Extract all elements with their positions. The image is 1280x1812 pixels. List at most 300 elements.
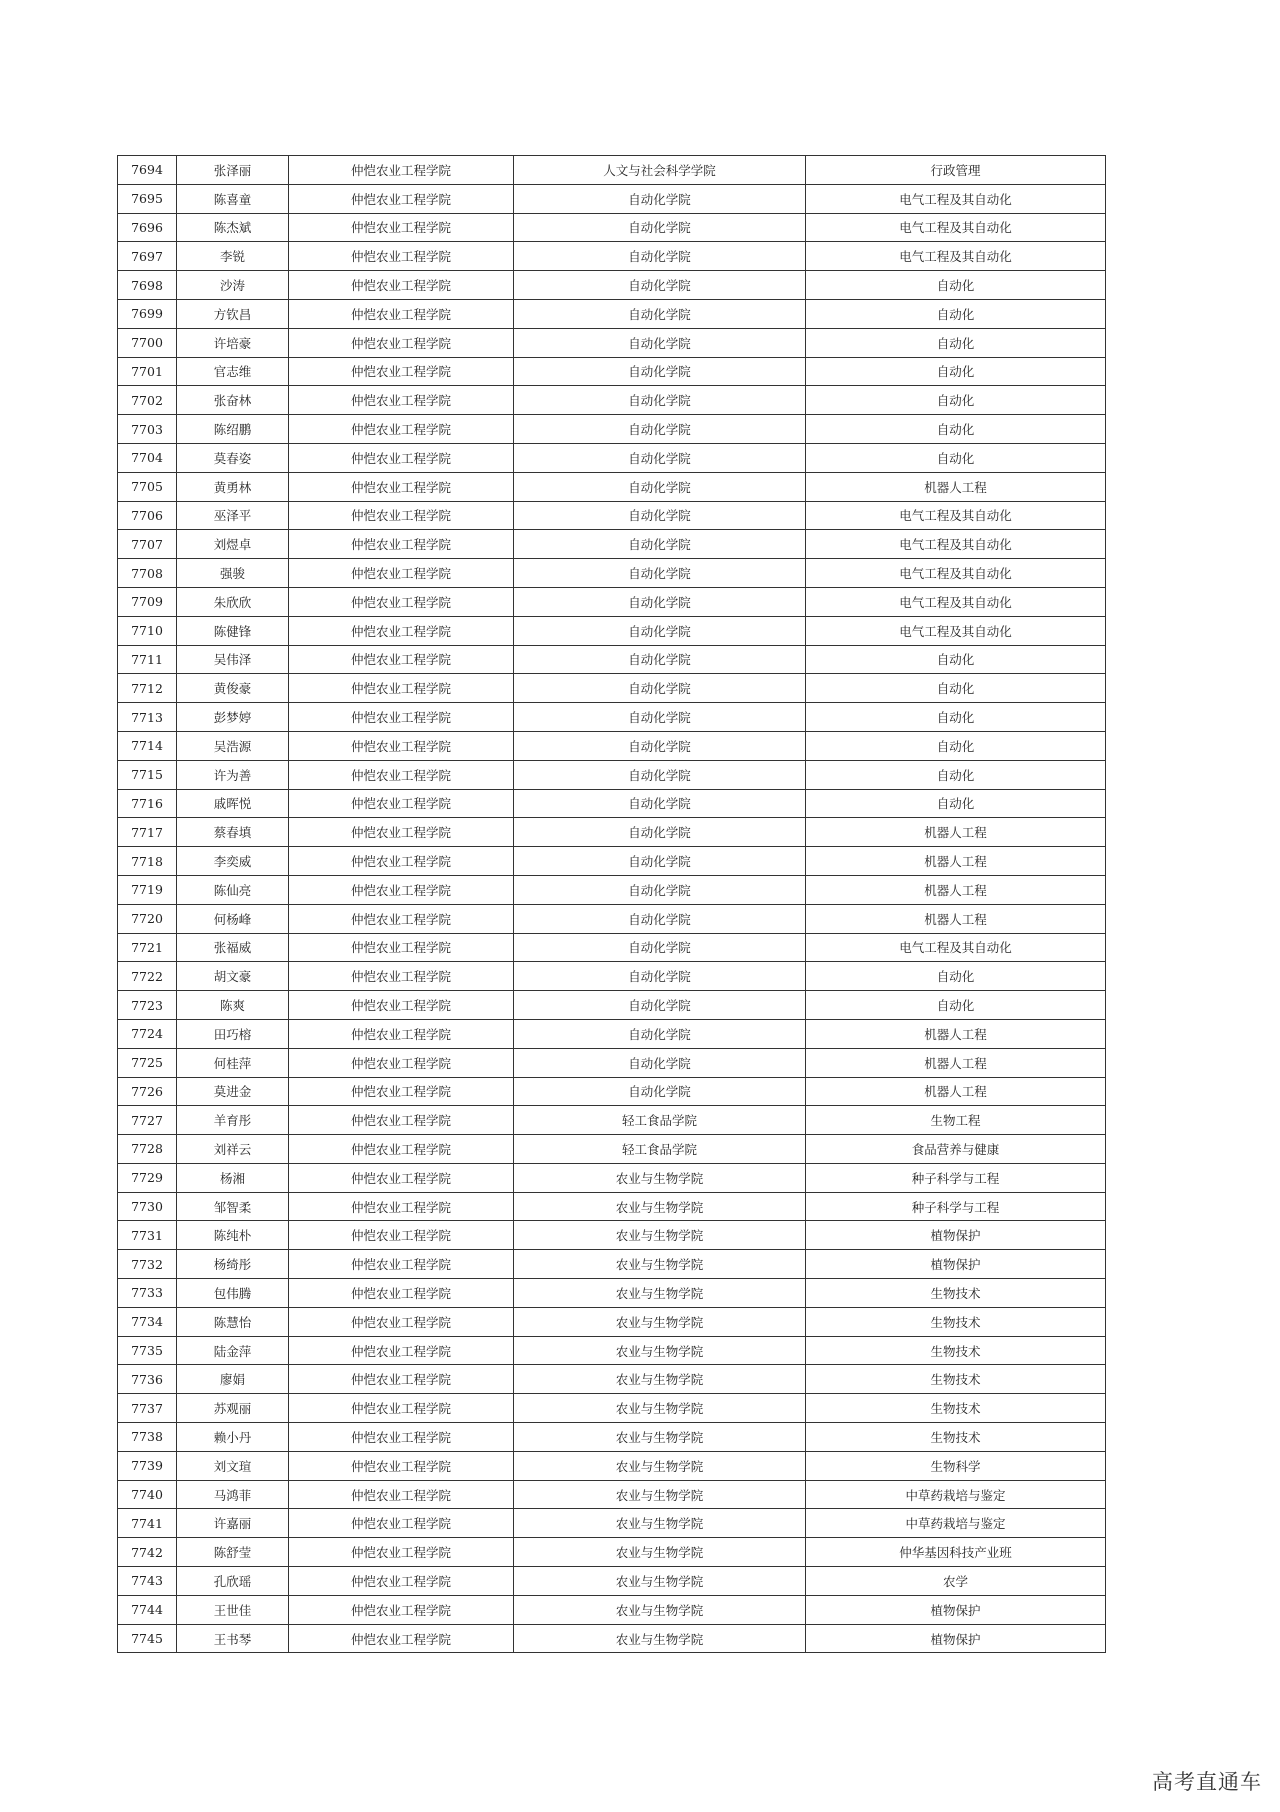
table-row: [118, 1423, 1106, 1452]
major-name-cell: 自动化: [806, 731, 1106, 760]
student-name-cell: 李锐: [177, 242, 289, 271]
row-number-cell: 7743: [118, 1567, 177, 1596]
school-name-cell: 仲恺农业工程学院: [289, 991, 514, 1020]
school-name-cell: 仲恺农业工程学院: [289, 1394, 514, 1423]
table-row: [118, 328, 1106, 357]
student-name-cell: 巫泽平: [177, 501, 289, 530]
row-number-cell: 7707: [118, 530, 177, 559]
table-row: [118, 1336, 1106, 1365]
college-name-cell: 自动化学院: [514, 991, 806, 1020]
school-name-cell: 仲恺农业工程学院: [289, 1192, 514, 1221]
row-number-cell: 7722: [118, 962, 177, 991]
row-number-cell: 7698: [118, 271, 177, 300]
row-number-cell: 7721: [118, 933, 177, 962]
table-row: [118, 1135, 1106, 1164]
college-name-cell: 自动化学院: [514, 299, 806, 328]
college-name-cell: 农业与生物学院: [514, 1538, 806, 1567]
college-name-cell: 自动化学院: [514, 415, 806, 444]
major-name-cell: 生物工程: [806, 1106, 1106, 1135]
school-name-cell: 仲恺农业工程学院: [289, 1624, 514, 1653]
school-name-cell: 仲恺农业工程学院: [289, 789, 514, 818]
student-name-cell: 苏观丽: [177, 1394, 289, 1423]
school-name-cell: 仲恺农业工程学院: [289, 587, 514, 616]
student-name-cell: 张奋林: [177, 386, 289, 415]
college-name-cell: 自动化学院: [514, 501, 806, 530]
student-name-cell: 李奕威: [177, 847, 289, 876]
table-row: [118, 299, 1106, 328]
student-name-cell: 戚晖悦: [177, 789, 289, 818]
college-name-cell: 自动化学院: [514, 357, 806, 386]
school-name-cell: 仲恺农业工程学院: [289, 1595, 514, 1624]
row-number-cell: 7705: [118, 472, 177, 501]
table-row: [118, 904, 1106, 933]
college-name-cell: 自动化学院: [514, 443, 806, 472]
major-name-cell: 电气工程及其自动化: [806, 213, 1106, 242]
row-number-cell: 7696: [118, 213, 177, 242]
college-name-cell: 轻工食品学院: [514, 1135, 806, 1164]
row-number-cell: 7733: [118, 1279, 177, 1308]
major-name-cell: 植物保护: [806, 1250, 1106, 1279]
college-name-cell: 自动化学院: [514, 875, 806, 904]
student-name-cell: 许嘉丽: [177, 1509, 289, 1538]
table-row: [118, 875, 1106, 904]
table-row: [118, 1538, 1106, 1567]
student-name-cell: 许培豪: [177, 328, 289, 357]
major-name-cell: 中草药栽培与鉴定: [806, 1509, 1106, 1538]
school-name-cell: 仲恺农业工程学院: [289, 530, 514, 559]
student-name-cell: 包伟腾: [177, 1279, 289, 1308]
row-number-cell: 7744: [118, 1595, 177, 1624]
college-name-cell: 自动化学院: [514, 962, 806, 991]
row-number-cell: 7699: [118, 299, 177, 328]
college-name-cell: 农业与生物学院: [514, 1423, 806, 1452]
table-row: [118, 1048, 1106, 1077]
row-number-cell: 7729: [118, 1163, 177, 1192]
major-name-cell: 生物技术: [806, 1336, 1106, 1365]
student-name-cell: 吴伟泽: [177, 645, 289, 674]
row-number-cell: 7742: [118, 1538, 177, 1567]
table-row: [118, 1250, 1106, 1279]
college-name-cell: 农业与生物学院: [514, 1394, 806, 1423]
major-name-cell: 自动化: [806, 645, 1106, 674]
college-name-cell: 自动化学院: [514, 760, 806, 789]
table-row: [118, 1279, 1106, 1308]
school-name-cell: 仲恺农业工程学院: [289, 1509, 514, 1538]
college-name-cell: 自动化学院: [514, 271, 806, 300]
school-name-cell: 仲恺农业工程学院: [289, 472, 514, 501]
school-name-cell: 仲恺农业工程学院: [289, 1019, 514, 1048]
table-row: [118, 1567, 1106, 1596]
student-name-cell: 羊育彤: [177, 1106, 289, 1135]
table-row: [118, 357, 1106, 386]
college-name-cell: 农业与生物学院: [514, 1365, 806, 1394]
college-name-cell: 自动化学院: [514, 559, 806, 588]
school-name-cell: 仲恺农业工程学院: [289, 1221, 514, 1250]
row-number-cell: 7714: [118, 731, 177, 760]
student-name-cell: 田巧榕: [177, 1019, 289, 1048]
watermark-text: 高考直通车: [1152, 1770, 1262, 1794]
student-name-cell: 莫春姿: [177, 443, 289, 472]
college-name-cell: 农业与生物学院: [514, 1221, 806, 1250]
table-row: [118, 386, 1106, 415]
major-name-cell: 自动化: [806, 386, 1106, 415]
major-name-cell: 植物保护: [806, 1624, 1106, 1653]
school-name-cell: 仲恺农业工程学院: [289, 1567, 514, 1596]
school-name-cell: 仲恺农业工程学院: [289, 616, 514, 645]
table-row: [118, 731, 1106, 760]
college-name-cell: 农业与生物学院: [514, 1480, 806, 1509]
student-name-cell: 蔡春填: [177, 818, 289, 847]
table-row: [118, 1221, 1106, 1250]
row-number-cell: 7730: [118, 1192, 177, 1221]
major-name-cell: 机器人工程: [806, 1019, 1106, 1048]
college-name-cell: 农业与生物学院: [514, 1279, 806, 1308]
student-name-cell: 张泽丽: [177, 156, 289, 185]
major-name-cell: 生物技术: [806, 1365, 1106, 1394]
row-number-cell: 7719: [118, 875, 177, 904]
student-name-cell: 陈慧怡: [177, 1307, 289, 1336]
college-name-cell: 农业与生物学院: [514, 1624, 806, 1653]
major-name-cell: 电气工程及其自动化: [806, 559, 1106, 588]
row-number-cell: 7740: [118, 1480, 177, 1509]
student-name-cell: 张福威: [177, 933, 289, 962]
row-number-cell: 7716: [118, 789, 177, 818]
major-name-cell: 机器人工程: [806, 875, 1106, 904]
major-name-cell: 农学: [806, 1567, 1106, 1596]
student-name-cell: 胡文豪: [177, 962, 289, 991]
school-name-cell: 仲恺农业工程学院: [289, 645, 514, 674]
student-name-cell: 王世佳: [177, 1595, 289, 1624]
row-number-cell: 7731: [118, 1221, 177, 1250]
row-number-cell: 7736: [118, 1365, 177, 1394]
table-row: [118, 501, 1106, 530]
major-name-cell: 电气工程及其自动化: [806, 587, 1106, 616]
student-name-cell: 陈仙亮: [177, 875, 289, 904]
student-name-cell: 刘文瑄: [177, 1451, 289, 1480]
row-number-cell: 7713: [118, 703, 177, 732]
major-name-cell: 机器人工程: [806, 472, 1106, 501]
student-name-cell: 刘祥云: [177, 1135, 289, 1164]
row-number-cell: 7739: [118, 1451, 177, 1480]
table-row: [118, 789, 1106, 818]
school-name-cell: 仲恺农业工程学院: [289, 703, 514, 732]
major-name-cell: 机器人工程: [806, 1048, 1106, 1077]
major-name-cell: 行政管理: [806, 156, 1106, 185]
student-name-cell: 杨湘: [177, 1163, 289, 1192]
student-name-cell: 何杨峰: [177, 904, 289, 933]
major-name-cell: 生物技术: [806, 1307, 1106, 1336]
student-name-cell: 廖娟: [177, 1365, 289, 1394]
row-number-cell: 7697: [118, 242, 177, 271]
row-number-cell: 7720: [118, 904, 177, 933]
table-row: [118, 1394, 1106, 1423]
college-name-cell: 自动化学院: [514, 184, 806, 213]
row-number-cell: 7711: [118, 645, 177, 674]
school-name-cell: 仲恺农业工程学院: [289, 242, 514, 271]
college-name-cell: 农业与生物学院: [514, 1336, 806, 1365]
student-name-cell: 陈舒莹: [177, 1538, 289, 1567]
major-name-cell: 自动化: [806, 674, 1106, 703]
school-name-cell: 仲恺农业工程学院: [289, 904, 514, 933]
student-name-cell: 彭梦婷: [177, 703, 289, 732]
major-name-cell: 电气工程及其自动化: [806, 501, 1106, 530]
school-name-cell: 仲恺农业工程学院: [289, 271, 514, 300]
table-row: [118, 962, 1106, 991]
college-name-cell: 自动化学院: [514, 645, 806, 674]
row-number-cell: 7703: [118, 415, 177, 444]
college-name-cell: 自动化学院: [514, 213, 806, 242]
table-row: [118, 1365, 1106, 1394]
student-list-table: [117, 155, 1106, 1653]
school-name-cell: 仲恺农业工程学院: [289, 501, 514, 530]
student-name-cell: 王书琴: [177, 1624, 289, 1653]
row-number-cell: 7701: [118, 357, 177, 386]
table-row: [118, 991, 1106, 1020]
school-name-cell: 仲恺农业工程学院: [289, 156, 514, 185]
school-name-cell: 仲恺农业工程学院: [289, 1423, 514, 1452]
school-name-cell: 仲恺农业工程学院: [289, 1135, 514, 1164]
student-name-cell: 陈健锋: [177, 616, 289, 645]
major-name-cell: 机器人工程: [806, 1077, 1106, 1106]
college-name-cell: 农业与生物学院: [514, 1163, 806, 1192]
student-name-cell: 陈杰斌: [177, 213, 289, 242]
row-number-cell: 7708: [118, 559, 177, 588]
table-row: [118, 703, 1106, 732]
table-row: [118, 1509, 1106, 1538]
major-name-cell: 植物保护: [806, 1221, 1106, 1250]
college-name-cell: 农业与生物学院: [514, 1595, 806, 1624]
major-name-cell: 种子科学与工程: [806, 1163, 1106, 1192]
major-name-cell: 自动化: [806, 703, 1106, 732]
table-row: [118, 645, 1106, 674]
college-name-cell: 自动化学院: [514, 530, 806, 559]
school-name-cell: 仲恺农业工程学院: [289, 1451, 514, 1480]
major-name-cell: 电气工程及其自动化: [806, 530, 1106, 559]
school-name-cell: 仲恺农业工程学院: [289, 847, 514, 876]
row-number-cell: 7732: [118, 1250, 177, 1279]
college-name-cell: 农业与生物学院: [514, 1250, 806, 1279]
row-number-cell: 7741: [118, 1509, 177, 1538]
school-name-cell: 仲恺农业工程学院: [289, 213, 514, 242]
table-row: [118, 1451, 1106, 1480]
table-row: [118, 1192, 1106, 1221]
student-name-cell: 孔欣瑶: [177, 1567, 289, 1596]
table-row: [118, 1163, 1106, 1192]
school-name-cell: 仲恺农业工程学院: [289, 328, 514, 357]
college-name-cell: 自动化学院: [514, 472, 806, 501]
college-name-cell: 自动化学院: [514, 789, 806, 818]
row-number-cell: 7704: [118, 443, 177, 472]
major-name-cell: 机器人工程: [806, 818, 1106, 847]
college-name-cell: 自动化学院: [514, 904, 806, 933]
major-name-cell: 生物科学: [806, 1451, 1106, 1480]
row-number-cell: 7700: [118, 328, 177, 357]
school-name-cell: 仲恺农业工程学院: [289, 1307, 514, 1336]
college-name-cell: 自动化学院: [514, 587, 806, 616]
table-row: [118, 472, 1106, 501]
major-name-cell: 自动化: [806, 299, 1106, 328]
school-name-cell: 仲恺农业工程学院: [289, 1538, 514, 1567]
school-name-cell: 仲恺农业工程学院: [289, 299, 514, 328]
major-name-cell: 自动化: [806, 991, 1106, 1020]
row-number-cell: 7738: [118, 1423, 177, 1452]
row-number-cell: 7724: [118, 1019, 177, 1048]
school-name-cell: 仲恺农业工程学院: [289, 184, 514, 213]
table-row: [118, 1307, 1106, 1336]
major-name-cell: 生物技术: [806, 1279, 1106, 1308]
row-number-cell: 7702: [118, 386, 177, 415]
table-row: [118, 847, 1106, 876]
college-name-cell: 自动化学院: [514, 731, 806, 760]
school-name-cell: 仲恺农业工程学院: [289, 760, 514, 789]
student-name-cell: 方钦昌: [177, 299, 289, 328]
table-row: [118, 818, 1106, 847]
student-name-cell: 刘煜卓: [177, 530, 289, 559]
student-name-cell: 黄勇林: [177, 472, 289, 501]
school-name-cell: 仲恺农业工程学院: [289, 818, 514, 847]
major-name-cell: 自动化: [806, 760, 1106, 789]
student-name-cell: 赖小丹: [177, 1423, 289, 1452]
student-name-cell: 黄俊豪: [177, 674, 289, 703]
school-name-cell: 仲恺农业工程学院: [289, 1163, 514, 1192]
table-row: [118, 1106, 1106, 1135]
major-name-cell: 电气工程及其自动化: [806, 616, 1106, 645]
major-name-cell: 生物技术: [806, 1394, 1106, 1423]
row-number-cell: 7694: [118, 156, 177, 185]
college-name-cell: 农业与生物学院: [514, 1307, 806, 1336]
student-name-cell: 杨绮彤: [177, 1250, 289, 1279]
school-name-cell: 仲恺农业工程学院: [289, 1279, 514, 1308]
major-name-cell: 自动化: [806, 328, 1106, 357]
table-row: [118, 1595, 1106, 1624]
row-number-cell: 7718: [118, 847, 177, 876]
row-number-cell: 7695: [118, 184, 177, 213]
school-name-cell: 仲恺农业工程学院: [289, 357, 514, 386]
row-number-cell: 7717: [118, 818, 177, 847]
table-row: [118, 559, 1106, 588]
row-number-cell: 7710: [118, 616, 177, 645]
major-name-cell: 自动化: [806, 443, 1106, 472]
student-name-cell: 陆金萍: [177, 1336, 289, 1365]
student-name-cell: 吴浩源: [177, 731, 289, 760]
row-number-cell: 7712: [118, 674, 177, 703]
college-name-cell: 自动化学院: [514, 1019, 806, 1048]
school-name-cell: 仲恺农业工程学院: [289, 386, 514, 415]
college-name-cell: 自动化学院: [514, 386, 806, 415]
major-name-cell: 电气工程及其自动化: [806, 184, 1106, 213]
student-name-cell: 官志维: [177, 357, 289, 386]
major-name-cell: 植物保护: [806, 1595, 1106, 1624]
college-name-cell: 农业与生物学院: [514, 1567, 806, 1596]
table-row: [118, 156, 1106, 185]
student-name-cell: 沙涛: [177, 271, 289, 300]
table-row: [118, 443, 1106, 472]
school-name-cell: 仲恺农业工程学院: [289, 674, 514, 703]
row-number-cell: 7709: [118, 587, 177, 616]
college-name-cell: 自动化学院: [514, 1077, 806, 1106]
major-name-cell: 生物技术: [806, 1423, 1106, 1452]
college-name-cell: 自动化学院: [514, 1048, 806, 1077]
major-name-cell: 电气工程及其自动化: [806, 933, 1106, 962]
student-name-cell: 朱欣欣: [177, 587, 289, 616]
table-row: [118, 1019, 1106, 1048]
school-name-cell: 仲恺农业工程学院: [289, 1365, 514, 1394]
school-name-cell: 仲恺农业工程学院: [289, 415, 514, 444]
table-row: [118, 616, 1106, 645]
school-name-cell: 仲恺农业工程学院: [289, 443, 514, 472]
major-name-cell: 自动化: [806, 415, 1106, 444]
table-row: [118, 1624, 1106, 1653]
student-name-cell: 强骏: [177, 559, 289, 588]
table-row: [118, 933, 1106, 962]
row-number-cell: 7723: [118, 991, 177, 1020]
row-number-cell: 7726: [118, 1077, 177, 1106]
major-name-cell: 电气工程及其自动化: [806, 242, 1106, 271]
student-name-cell: 何桂萍: [177, 1048, 289, 1077]
row-number-cell: 7728: [118, 1135, 177, 1164]
table-row: [118, 242, 1106, 271]
student-name-cell: 陈爽: [177, 991, 289, 1020]
row-number-cell: 7706: [118, 501, 177, 530]
student-name-cell: 陈纯朴: [177, 1221, 289, 1250]
school-name-cell: 仲恺农业工程学院: [289, 1250, 514, 1279]
row-number-cell: 7735: [118, 1336, 177, 1365]
school-name-cell: 仲恺农业工程学院: [289, 1077, 514, 1106]
school-name-cell: 仲恺农业工程学院: [289, 1480, 514, 1509]
table-row: [118, 271, 1106, 300]
row-number-cell: 7725: [118, 1048, 177, 1077]
major-name-cell: 自动化: [806, 962, 1106, 991]
student-name-cell: 陈绍鹏: [177, 415, 289, 444]
table-row: [118, 760, 1106, 789]
college-name-cell: 轻工食品学院: [514, 1106, 806, 1135]
major-name-cell: 自动化: [806, 271, 1106, 300]
major-name-cell: 机器人工程: [806, 904, 1106, 933]
table-row: [118, 587, 1106, 616]
table-row: [118, 1480, 1106, 1509]
student-name-cell: 莫进金: [177, 1077, 289, 1106]
row-number-cell: 7745: [118, 1624, 177, 1653]
major-name-cell: 食品营养与健康: [806, 1135, 1106, 1164]
school-name-cell: 仲恺农业工程学院: [289, 559, 514, 588]
table-row: [118, 184, 1106, 213]
major-name-cell: 自动化: [806, 789, 1106, 818]
row-number-cell: 7734: [118, 1307, 177, 1336]
table-row: [118, 530, 1106, 559]
student-name-cell: 陈喜童: [177, 184, 289, 213]
college-name-cell: 人文与社会科学学院: [514, 156, 806, 185]
school-name-cell: 仲恺农业工程学院: [289, 1048, 514, 1077]
college-name-cell: 农业与生物学院: [514, 1509, 806, 1538]
school-name-cell: 仲恺农业工程学院: [289, 875, 514, 904]
major-name-cell: 中草药栽培与鉴定: [806, 1480, 1106, 1509]
student-name-cell: 马鸿菲: [177, 1480, 289, 1509]
student-name-cell: 许为善: [177, 760, 289, 789]
row-number-cell: 7737: [118, 1394, 177, 1423]
school-name-cell: 仲恺农业工程学院: [289, 962, 514, 991]
school-name-cell: 仲恺农业工程学院: [289, 1106, 514, 1135]
student-name-cell: 邹智柔: [177, 1192, 289, 1221]
major-name-cell: 机器人工程: [806, 847, 1106, 876]
school-name-cell: 仲恺农业工程学院: [289, 933, 514, 962]
college-name-cell: 自动化学院: [514, 818, 806, 847]
table-row: [118, 674, 1106, 703]
college-name-cell: 自动化学院: [514, 242, 806, 271]
college-name-cell: 自动化学院: [514, 674, 806, 703]
row-number-cell: 7727: [118, 1106, 177, 1135]
major-name-cell: 自动化: [806, 357, 1106, 386]
major-name-cell: 仲华基因科技产业班: [806, 1538, 1106, 1567]
